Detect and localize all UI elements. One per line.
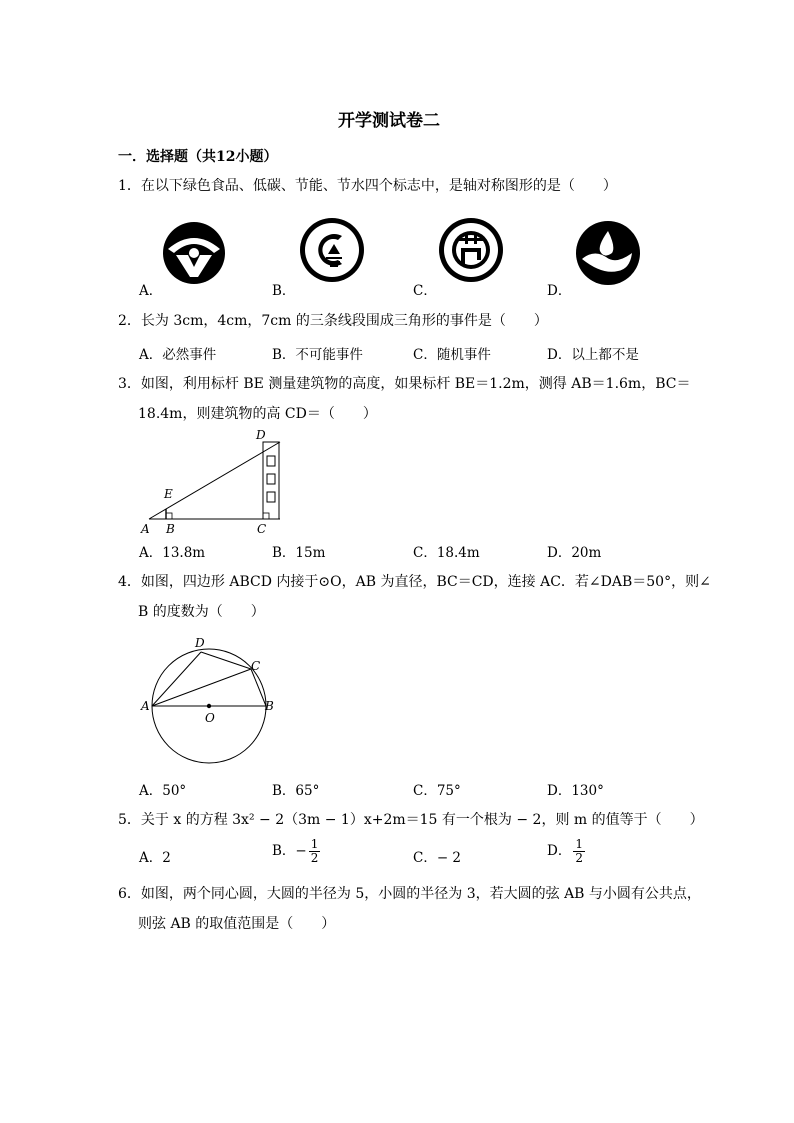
question-3-option-b: B．15m <box>272 545 326 561</box>
question-5-option-b-row <box>272 838 320 865</box>
figure-4-label-a: A <box>141 699 150 713</box>
fraction-denominator-d: 2 <box>575 851 583 865</box>
figure-3-label-a: A <box>141 522 150 536</box>
question-2-option-c: C．随机事件 <box>413 347 491 363</box>
question-1-option-d: D． <box>547 283 572 299</box>
question-2-stem: 2．长为 3cm，4cm，7cm 的三条线段围成三角形的事件是（ ） <box>118 313 548 329</box>
question-4-figure <box>138 632 278 764</box>
question-3-option-c: C．18.4m <box>413 545 480 561</box>
question-4-option-a: A．50° <box>139 783 187 799</box>
question-3-figure <box>135 425 295 537</box>
figure-3-label-c: C <box>257 522 267 536</box>
fraction-numerator: 1 <box>310 837 319 851</box>
water-saving-logo-icon <box>574 219 642 287</box>
fraction-one-half <box>309 838 321 865</box>
question-4-stem-line-1: 4．如图，四边形 ABCD 内接于⊙O，AB 为直径，BC＝CD，连接 AC．若∠DAB＝50°，则∠ <box>118 574 711 590</box>
question-3-stem-line-1: 3．如图，利用标杆 BE 测量建筑物的高度，如果标杆 BE＝1.2m，测得 AB＝1.6m，BC＝ <box>118 376 691 392</box>
energy-saving-logo-icon <box>437 216 505 284</box>
question-4-option-c: C．75° <box>413 783 461 799</box>
figure-4-label-c: C <box>251 659 261 673</box>
question-2-option-a: A．必然事件 <box>139 347 217 363</box>
section-heading: 一．选择题（共12小题） <box>118 149 278 165</box>
question-1-option-c: C． <box>413 283 437 299</box>
question-6-stem-line-1: 6．如图，两个同心圆，大圆的半径为 5，小圆的半径为 3，若大圆的弦 AB 与小圆有公共点， <box>118 886 701 902</box>
question-2-option-d: D．以上都不是 <box>547 347 639 363</box>
question-3-stem-line-2: 18.4m，则建筑物的高 CD＝（ ） <box>138 406 377 422</box>
question-5-stem: 5．关于 x 的方程 3x² − 2（3m − 1）x+2m＝15 有一个根为 − 2，则 m 的值等于（ ） <box>118 812 704 828</box>
figure-4-label-d: D <box>195 636 205 650</box>
question-1-stem: 1．在以下绿色食品、低碳、节能、节水四个标志中，是轴对称图形的是（ ） <box>118 178 617 194</box>
question-3-option-a: A．13.8m <box>139 545 206 561</box>
fraction-numerator-d: 1 <box>575 837 583 851</box>
question-5-option-a: A．2 <box>139 850 171 866</box>
figure-3-label-b: B <box>166 522 175 536</box>
question-1-option-b: B． <box>272 283 296 299</box>
question-2-option-b: B．不可能事件 <box>272 347 363 363</box>
question-5-option-d: D． <box>547 843 572 859</box>
green-food-logo-icon <box>160 219 228 287</box>
fraction-denominator: 2 <box>310 851 319 865</box>
question-5-option-d-row <box>547 838 585 865</box>
question-4-option-d: D．130° <box>547 783 604 799</box>
figure-3-label-e: E <box>164 487 173 501</box>
low-carbon-logo-icon <box>298 216 366 284</box>
question-5-option-c: C．− 2 <box>413 850 462 866</box>
page-title: 开学测试卷二 <box>338 111 440 131</box>
fraction-one-half-d <box>573 838 585 865</box>
question-4-option-b: B．65° <box>272 783 320 799</box>
question-4-stem-line-2: B 的度数为（ ） <box>138 604 265 620</box>
question-3-option-d: D．20m <box>547 545 602 561</box>
question-5-option-b: B．− <box>272 843 307 859</box>
figure-3-label-d: D <box>256 428 266 442</box>
figure-4-label-b: B <box>265 699 274 713</box>
question-6-stem-line-2: 则弦 AB 的取值范围是（ ） <box>138 916 336 932</box>
figure-4-label-o: O <box>205 711 215 725</box>
question-1-option-a: A． <box>139 283 163 299</box>
